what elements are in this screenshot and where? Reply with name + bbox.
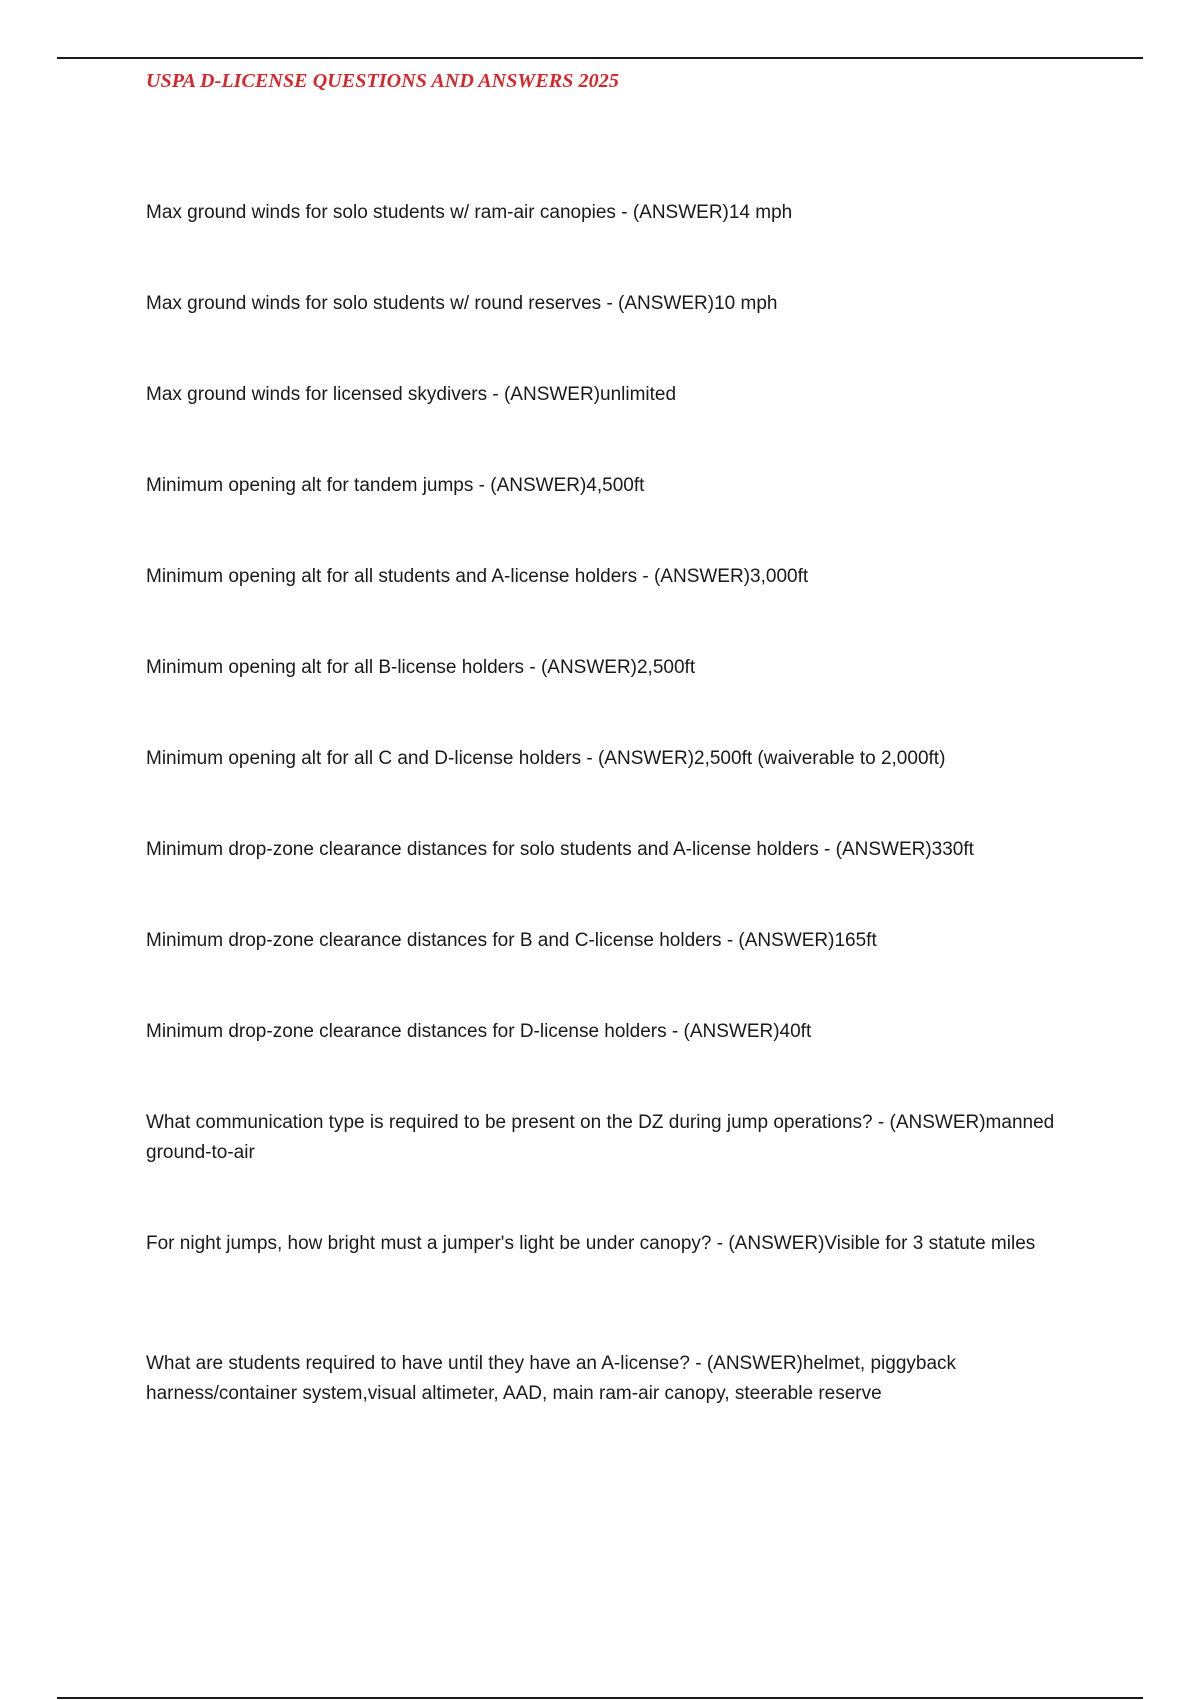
qa-item-1: Max ground winds for solo students w/ ram-air canopies - (ANSWER)14 mph (146, 202, 793, 223)
qa-item-9: Minimum drop-zone clearance distances for B and C-license holders - (ANSWER)165ft (146, 930, 877, 951)
header-rule (57, 57, 1143, 59)
qa-item-6: Minimum opening alt for all B-license holders - (ANSWER)2,500ft (146, 657, 696, 678)
qa-item-8: Minimum drop-zone clearance distances for solo students and A-license holders - (ANSWER)330ft (146, 839, 974, 860)
qa-item-3: Max ground winds for licensed skydivers - (ANSWER)unlimited (146, 384, 677, 405)
qa-item-11: What communication type is required to be present on the DZ during jump operations? - (ANSWER)manned ground-to-air (146, 1112, 1055, 1163)
qa-item-12: For night jumps, how bright must a jumper's light be under canopy? - (ANSWER)Visible for 3 statute miles (146, 1233, 1036, 1254)
qa-item-2: Max ground winds for solo students w/ round reserves - (ANSWER)10 mph (146, 293, 778, 314)
qa-item-13: What are students required to have until they have an A-license? - (ANSWER)helmet, piggyback harness/container system,visual altimeter, AAD, main ram-air canopy, steerable reserve (146, 1353, 957, 1404)
qa-item-7: Minimum opening alt for all C and D-license holders - (ANSWER)2,500ft (waiverable to 2,000ft) (146, 748, 946, 769)
qa-item-10: Minimum drop-zone clearance distances for D-license holders - (ANSWER)40ft (146, 1021, 812, 1042)
qa-item-5: Minimum opening alt for all students and A-license holders - (ANSWER)3,000ft (146, 566, 809, 587)
document-title: USPA D-LICENSE QUESTIONS AND ANSWERS 2025 (146, 70, 619, 92)
footer-rule (57, 1697, 1143, 1699)
qa-item-4: Minimum opening alt for tandem jumps - (ANSWER)4,500ft (146, 475, 645, 496)
